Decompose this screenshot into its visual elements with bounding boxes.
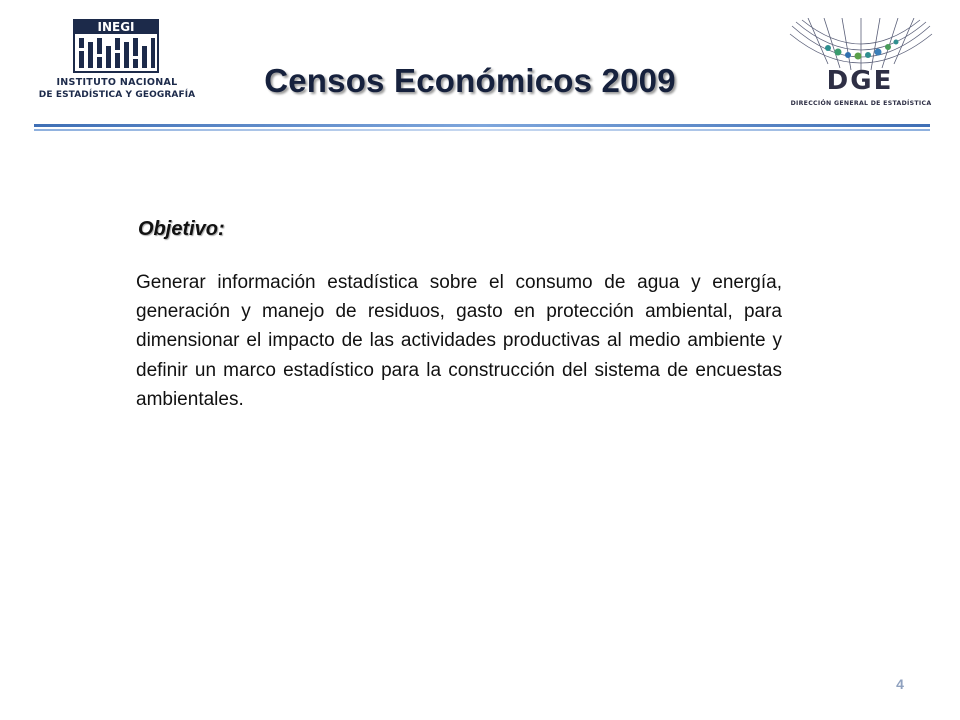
page-title: Censos Económicos 2009	[264, 62, 676, 99]
inegi-wordmark: INEGI	[97, 20, 135, 34]
dge-logo	[788, 18, 934, 110]
inegi-caption-line2: DE ESTADÍSTICA Y GEOGRAFÍA	[38, 90, 196, 100]
objective-text: Generar información estadística sobre el consumo de agua y energía, generación y manejo de residuos, gasto en protección ambiental, para dimensionar el impacto de las actividades productivas al medio ambiente y definir un marco estadístico para la construcción del sistema de encuestas ambientales.	[136, 272, 782, 410]
header-divider-secondary	[34, 129, 930, 131]
dge-caption: DIRECCIÓN GENERAL DE ESTADÍSTICA	[790, 100, 932, 107]
header-divider	[34, 124, 930, 132]
objective-heading: Objetivo:	[138, 218, 225, 240]
header-divider-primary	[34, 124, 930, 127]
dge-wordmark: DGE	[826, 66, 894, 96]
inegi-caption-line1: INSTITUTO NACIONAL	[56, 77, 178, 88]
page-number: 4	[896, 676, 904, 692]
